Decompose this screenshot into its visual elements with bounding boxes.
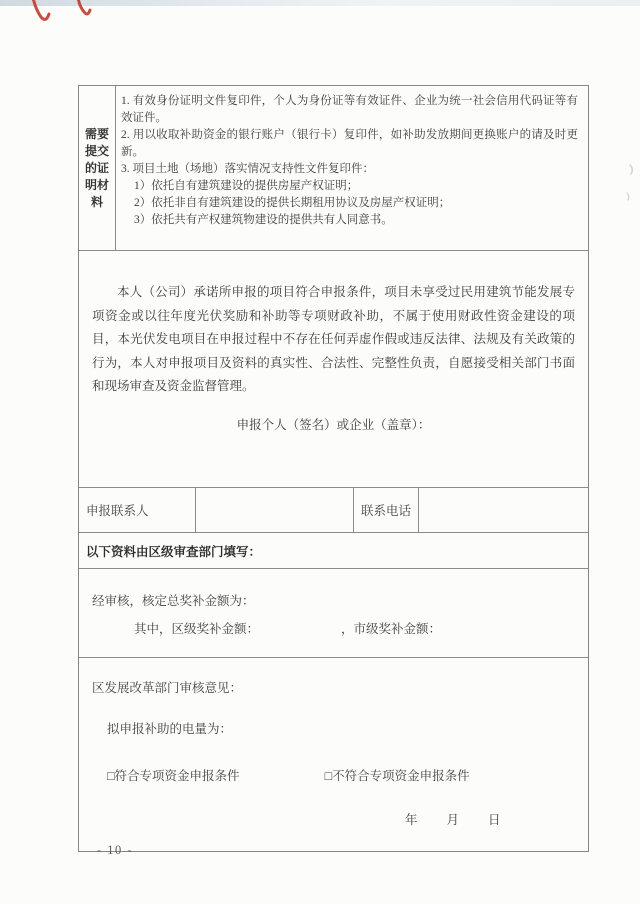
application-form-table	[78, 85, 589, 852]
checkbox-option-eligible: □符合专项资金申报条件	[107, 769, 240, 783]
materials-header-line: 明材	[84, 177, 109, 192]
contact-name-value	[196, 488, 354, 532]
faint-ink-mark	[630, 165, 632, 174]
opinion-options	[79, 766, 588, 784]
materials-item: 1. 有效身份证明文件复印件，个人为身份证等有效证件、企业为统一社会信用代码证等有效证件。	[121, 95, 578, 124]
materials-subitem: 1）依托自有建筑建设的提供房屋产权证明；	[134, 180, 359, 192]
city-amount-label: ，市级奖补金额：	[341, 622, 442, 636]
subsidy-quantity-label: 拟申报补助的电量为：	[107, 722, 233, 736]
faint-ink-mark	[627, 193, 629, 200]
review-amount-cell	[79, 569, 588, 658]
materials-item: 2. 用以收取补助资金的银行账户（银行卡）复印件，如补助发放期间更换账户的请及时更新。	[121, 129, 578, 158]
materials-subitem: 2）依托非自有建筑建设的提供长期租用协议及房屋产权证明；	[134, 197, 451, 209]
date-day-label: 日	[488, 813, 501, 827]
materials-header-line: 的证	[84, 160, 109, 175]
materials-header-line: 需要	[84, 126, 109, 141]
materials-subitem: 3）依托共有产权建筑物建设的提供共有人同意书。	[134, 214, 393, 226]
declaration-cell	[79, 281, 588, 488]
opinion-title: 区发展改革部门审核意见：	[92, 681, 243, 695]
contact-row	[79, 488, 588, 533]
signature-line: 申报个人（签名）或企业（盖章）：	[236, 417, 431, 432]
date-year-label: 年	[405, 813, 418, 827]
review-section-title: 以下资料由区级审查部门填写：	[79, 533, 588, 569]
review-split-line	[79, 619, 588, 637]
materials-item: 3. 项目土地（场地）落实情况支持性文件复印件：	[121, 163, 374, 175]
materials-header-line: 提交	[84, 143, 109, 158]
materials-header-line: 料	[90, 194, 103, 209]
date-line	[79, 810, 588, 828]
page-number: - 10 -	[97, 843, 134, 857]
opinion-cell	[79, 678, 588, 851]
checkbox-option-not-eligible: □不符合专项资金申报条件	[324, 769, 470, 783]
contact-phone-value	[419, 488, 588, 532]
materials-row	[79, 86, 588, 251]
review-total-line: 经审核，核定总奖补金额为：	[92, 594, 255, 608]
materials-list	[116, 86, 588, 250]
contact-phone-label: 联系电话	[354, 488, 419, 532]
district-amount-label: 其中，区级奖补金额：	[134, 622, 260, 636]
scan-edge-artifact	[0, 0, 640, 6]
declaration-text: 本人（公司）承诺所申报的项目符合申报条件，项目未享受过民用建筑节能发展专项资金或以往年度光伏奖励和补助等专项财政补助，不属于使用财政性资金建设的项目，本光伏发电项目在申报过程中不存在任何弄虚作假或违反法律、法规及有关政策的行为，本人对申报项目及资料的真实性、合法性、完整性负责，自愿接受相关部门书面和现场审查及资金监督管理。	[92, 285, 575, 393]
contact-name-label: 申报联系人	[79, 488, 196, 532]
date-month-label: 月	[446, 813, 460, 827]
materials-header-cell	[79, 86, 116, 250]
